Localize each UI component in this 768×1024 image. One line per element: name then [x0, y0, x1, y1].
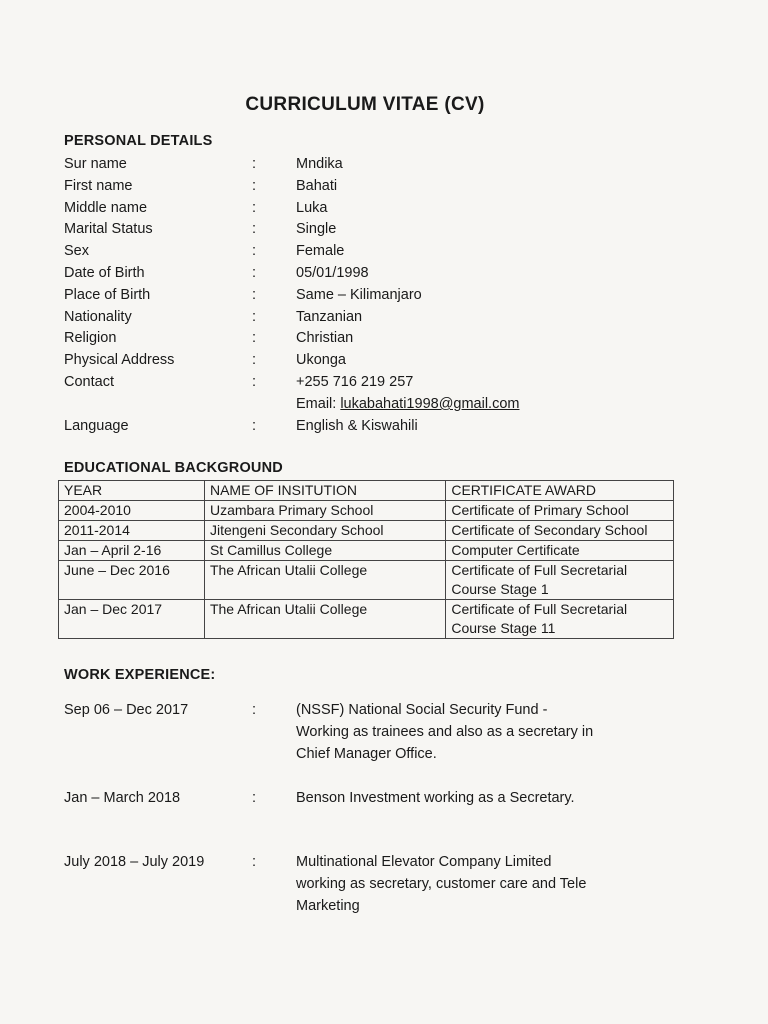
field-value: Female [296, 243, 345, 260]
field-label: Date of Birth [64, 265, 145, 281]
field-label: Physical Address [64, 352, 175, 369]
field-label: Contact [64, 374, 114, 390]
work-separator: : [252, 702, 257, 718]
field-separator: : [252, 177, 257, 194]
work-date: July 2018 – July 2019 [64, 854, 205, 870]
field-separator: : [252, 199, 257, 216]
email-link[interactable]: lukabahati1998@gmail.com [340, 396, 520, 412]
field-value: +255 716 219 257 [296, 374, 414, 390]
work-separator: : [252, 854, 257, 870]
field-separator: : [252, 286, 257, 303]
field-value: Tanzanian [296, 308, 363, 325]
field-label: First name [64, 177, 133, 194]
field-separator: : [252, 352, 257, 369]
cell-certificate: Certificate of Secondary School [446, 521, 674, 541]
field-value: Bahati [296, 177, 338, 194]
personal-details-heading: PERSONAL DETAILS [64, 133, 213, 149]
field-separator: : [252, 330, 257, 347]
field-label: Sex [64, 243, 89, 260]
email-prefix: Email: [296, 396, 341, 412]
table-header-row [59, 481, 674, 501]
field-separator: : [252, 308, 257, 325]
field-value: Christian [296, 330, 354, 347]
field-value: Ukonga [296, 352, 346, 369]
education-heading: EDUCATIONAL BACKGROUND [64, 460, 283, 476]
table-row [59, 561, 674, 600]
field-label: Religion [64, 330, 117, 347]
cell-institution: The African Utalii College [204, 561, 445, 600]
field-value: Mndika [296, 156, 343, 172]
work-description: (NSSF) National Social Security Fund - Working as trainees and also as a secretary in Chief Manager Office. [296, 702, 594, 762]
cell-certificate: Certificate of Primary School [446, 501, 674, 521]
field-value: 05/01/1998 [296, 265, 369, 281]
page-title: CURRICULUM VITAE (CV) [245, 94, 485, 115]
work-description: Multinational Elevator Company Limited working as secretary, customer care and Tele Marketing [296, 854, 587, 914]
cell-year: 2004-2010 [59, 501, 205, 521]
field-separator: : [252, 265, 257, 281]
cell-year: Jan – April 2-16 [59, 541, 205, 561]
field-label: Sur name [64, 156, 127, 172]
field-label: Nationality [64, 308, 132, 325]
cell-year: June – Dec 2016 [59, 561, 205, 600]
work-date: Sep 06 – Dec 2017 [64, 702, 189, 718]
field-value: Same – Kilimanjaro [296, 286, 422, 303]
table-row [59, 521, 674, 541]
field-label: Middle name [64, 199, 148, 216]
field-label: Place of Birth [64, 286, 151, 303]
field-separator: : [252, 221, 257, 238]
cell-institution: Jitengeni Secondary School [204, 521, 445, 541]
cell-institution: St Camillus College [204, 541, 445, 561]
cell-certificate: Certificate of Full Secretarial Course Stage 1 [446, 561, 674, 600]
table-row [59, 501, 674, 521]
field-separator: : [252, 156, 257, 172]
field-value: Single [296, 221, 337, 238]
field-label: Marital Status [64, 221, 153, 238]
work-description: Benson Investment working as a Secretary. [296, 790, 575, 806]
cell-certificate: Certificate of Full Secretarial Course Stage 11 [446, 600, 674, 639]
column-header-institution: NAME OF INSITUTION [204, 481, 445, 501]
cell-certificate: Computer Certificate [446, 541, 674, 561]
field-separator: : [252, 243, 257, 260]
column-header-year: YEAR [59, 481, 205, 501]
field-separator: : [252, 374, 257, 390]
cell-year: 2011-2014 [59, 521, 205, 541]
work-separator: : [252, 790, 257, 806]
education-table-body [59, 501, 674, 639]
column-header-certificate: CERTIFICATE AWARD [446, 481, 674, 501]
email-text [296, 393, 519, 415]
work-date: Jan – March 2018 [64, 790, 181, 806]
cell-institution: The African Utalii College [204, 600, 445, 639]
education-table [58, 480, 674, 639]
field-value: English & Kiswahili [296, 418, 418, 434]
field-label: Language [64, 418, 129, 434]
cell-year: Jan – Dec 2017 [59, 600, 205, 639]
table-row [59, 600, 674, 639]
table-row [59, 541, 674, 561]
cell-institution: Uzambara Primary School [204, 501, 445, 521]
field-value: Luka [296, 199, 328, 216]
field-separator: : [252, 418, 257, 434]
work-experience-heading: WORK EXPERIENCE: [64, 667, 216, 683]
